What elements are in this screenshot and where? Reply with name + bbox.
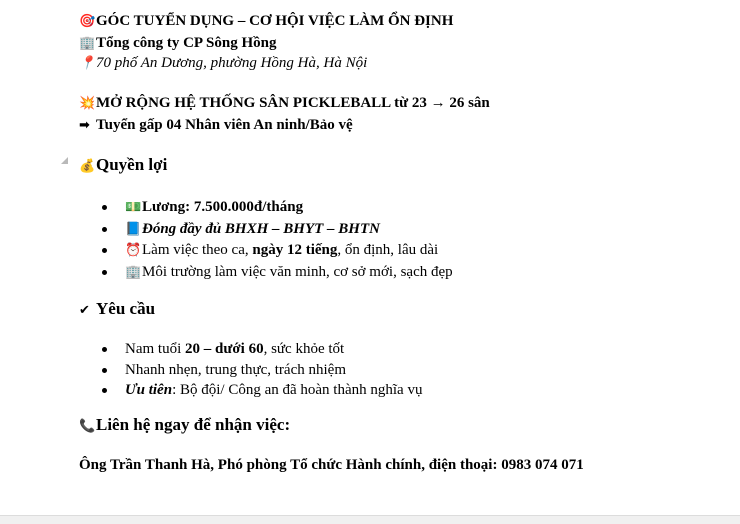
list-item: Ưu tiên: Bộ đội/ Công an đã hoàn thành nghĩa vụ <box>102 380 422 401</box>
benefits-list <box>102 197 453 283</box>
book-icon: 📘 <box>125 221 142 237</box>
company-address: 📍70 phố An Dương, phường Hồng Hà, Hà Nội <box>79 55 368 71</box>
benefits-heading: 💰Quyền lợi <box>79 155 168 174</box>
hiring-announcement: ➡ Tuyển gấp 04 Nhân viên An ninh/Bảo vệ <box>79 117 353 133</box>
list-item: 📘Đóng đầy đủ BHXH – BHYT – BHTN <box>102 219 453 241</box>
company-name: 🏢Tổng công ty CP Sông Hồng <box>79 35 277 51</box>
collapse-heading-toggle-icon[interactable] <box>61 157 68 164</box>
check-mark-icon: ✔ <box>79 303 90 318</box>
requirements-heading: ✔ Yêu cầu <box>79 299 156 318</box>
list-item: 🏢Môi trường làm việc văn minh, cơ sở mới, sạch đẹp <box>102 262 453 284</box>
requirements-list <box>102 339 422 401</box>
building-icon: 🏢 <box>125 264 142 280</box>
contact-details: Ông Trần Thanh Hà, Phó phòng Tổ chức Hành chính, điện thoại: 0983 074 071 <box>79 457 584 473</box>
arrow-right-icon: ➡ <box>79 118 90 133</box>
phone-icon: 📞 <box>79 419 96 434</box>
list-item: Nhanh nhẹn, trung thực, trách nhiệm <box>102 360 422 381</box>
alarm-clock-icon: ⏰ <box>125 243 142 258</box>
building-icon: 🏢 <box>79 36 96 51</box>
banknote-icon: 💵 <box>125 200 142 215</box>
list-item: Nam tuổi 20 – dưới 60, sức khỏe tốt <box>102 339 422 360</box>
pin-icon: 📍 <box>79 56 96 71</box>
target-icon: 🎯 <box>79 14 96 29</box>
burst-icon: 💥 <box>79 96 96 111</box>
contact-heading: 📞Liên hệ ngay để nhận việc: <box>79 415 291 434</box>
recruitment-heading: 🎯GÓC TUYỂN DỤNG – CƠ HỘI VIỆC LÀM ỔN ĐỊNH <box>79 13 454 29</box>
list-item: 💵Lương: 7.500.000đ/tháng <box>102 197 453 219</box>
list-item: ⏰Làm việc theo ca, ngày 12 tiếng, ổn định, lâu dài <box>102 240 453 262</box>
expansion-announcement: 💥MỞ RỘNG HỆ THỐNG SÂN PICKLEBALL từ 23 → 26 sân <box>79 95 490 111</box>
money-bag-icon: 💰 <box>79 159 96 174</box>
